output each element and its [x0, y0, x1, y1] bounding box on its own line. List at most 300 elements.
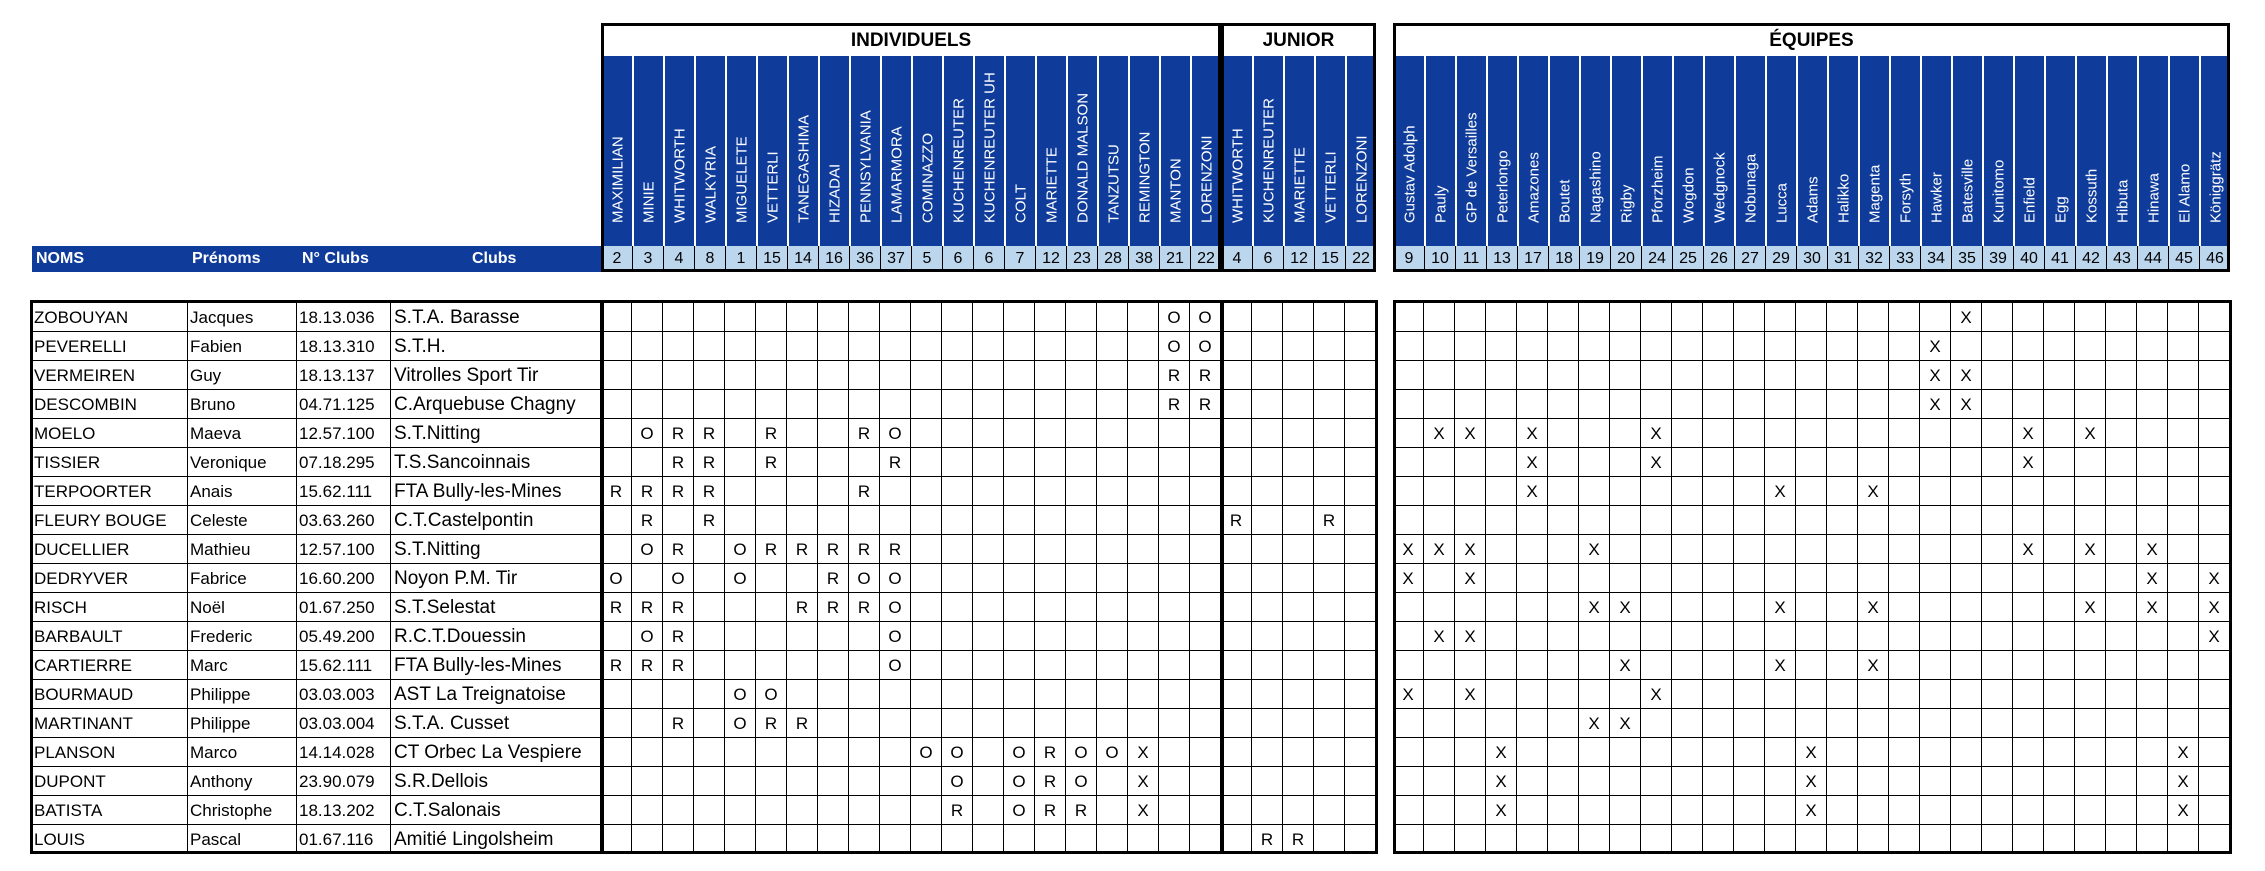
- entry-cell[interactable]: [1004, 390, 1035, 419]
- entry-cell[interactable]: [1951, 738, 1982, 767]
- entry-cell[interactable]: [756, 767, 787, 796]
- entry-cell[interactable]: O: [942, 767, 973, 796]
- entry-cell[interactable]: X: [1796, 796, 1827, 825]
- entry-cell[interactable]: [2044, 303, 2075, 332]
- entry-cell[interactable]: [1734, 303, 1765, 332]
- entry-cell[interactable]: [1486, 506, 1517, 535]
- entry-cell[interactable]: [942, 332, 973, 361]
- entry-cell[interactable]: [1827, 738, 1858, 767]
- entry-cell[interactable]: [1858, 825, 1889, 854]
- entry-cell[interactable]: [1734, 709, 1765, 738]
- entry-cell[interactable]: [880, 825, 911, 854]
- entry-cell[interactable]: [1548, 709, 1579, 738]
- entry-cell[interactable]: [2013, 796, 2044, 825]
- entry-cell[interactable]: [1765, 767, 1796, 796]
- entry-cell[interactable]: [1920, 593, 1951, 622]
- entry-cell[interactable]: [1703, 796, 1734, 825]
- entry-cell[interactable]: [1579, 825, 1610, 854]
- entry-cell[interactable]: [2075, 796, 2106, 825]
- entry-cell[interactable]: [1796, 477, 1827, 506]
- entry-cell[interactable]: [1004, 651, 1035, 680]
- entry-cell[interactable]: [911, 477, 942, 506]
- entry-cell[interactable]: [1393, 767, 1424, 796]
- entry-cell[interactable]: [1066, 506, 1097, 535]
- entry-cell[interactable]: X: [1455, 535, 1486, 564]
- entry-cell[interactable]: R: [601, 651, 632, 680]
- entry-cell[interactable]: [911, 767, 942, 796]
- entry-cell[interactable]: [1190, 535, 1221, 564]
- entry-cell[interactable]: [1982, 767, 2013, 796]
- entry-cell[interactable]: [911, 593, 942, 622]
- entry-cell[interactable]: [632, 825, 663, 854]
- entry-cell[interactable]: [1424, 593, 1455, 622]
- entry-cell[interactable]: [2199, 738, 2230, 767]
- entry-cell[interactable]: X: [1951, 390, 1982, 419]
- entry-cell[interactable]: [1345, 593, 1376, 622]
- entry-cell[interactable]: [1035, 651, 1066, 680]
- entry-cell[interactable]: [694, 622, 725, 651]
- entry-cell[interactable]: [2199, 680, 2230, 709]
- entry-cell[interactable]: [2137, 506, 2168, 535]
- entry-cell[interactable]: X: [1765, 593, 1796, 622]
- entry-cell[interactable]: [1579, 506, 1610, 535]
- entry-cell[interactable]: [1672, 506, 1703, 535]
- entry-cell[interactable]: [1283, 419, 1314, 448]
- entry-cell[interactable]: [1252, 738, 1283, 767]
- entry-cell[interactable]: O: [725, 680, 756, 709]
- entry-cell[interactable]: [1517, 767, 1548, 796]
- entry-cell[interactable]: [1455, 651, 1486, 680]
- entry-cell[interactable]: [1066, 390, 1097, 419]
- entry-cell[interactable]: [1920, 709, 1951, 738]
- entry-cell[interactable]: O: [1159, 303, 1190, 332]
- entry-cell[interactable]: [1579, 332, 1610, 361]
- entry-cell[interactable]: [1672, 709, 1703, 738]
- entry-cell[interactable]: [1610, 767, 1641, 796]
- entry-cell[interactable]: [818, 709, 849, 738]
- entry-cell[interactable]: [1672, 390, 1703, 419]
- entry-cell[interactable]: [1097, 332, 1128, 361]
- entry-cell[interactable]: [1951, 825, 1982, 854]
- entry-cell[interactable]: [601, 506, 632, 535]
- entry-cell[interactable]: [849, 796, 880, 825]
- entry-cell[interactable]: [973, 593, 1004, 622]
- entry-cell[interactable]: [1159, 622, 1190, 651]
- entry-cell[interactable]: [1345, 564, 1376, 593]
- entry-cell[interactable]: [601, 738, 632, 767]
- entry-cell[interactable]: [1889, 622, 1920, 651]
- entry-cell[interactable]: X: [1455, 622, 1486, 651]
- entry-cell[interactable]: [973, 535, 1004, 564]
- entry-cell[interactable]: [2168, 651, 2199, 680]
- entry-cell[interactable]: [756, 738, 787, 767]
- entry-cell[interactable]: [1097, 448, 1128, 477]
- entry-cell[interactable]: [2137, 738, 2168, 767]
- entry-cell[interactable]: [1641, 477, 1672, 506]
- entry-cell[interactable]: [787, 767, 818, 796]
- entry-cell[interactable]: [1283, 448, 1314, 477]
- entry-cell[interactable]: [911, 390, 942, 419]
- entry-cell[interactable]: [973, 796, 1004, 825]
- entry-cell[interactable]: R: [756, 535, 787, 564]
- entry-cell[interactable]: [1734, 622, 1765, 651]
- entry-cell[interactable]: X: [2199, 593, 2230, 622]
- entry-cell[interactable]: [1672, 767, 1703, 796]
- entry-cell[interactable]: [2013, 767, 2044, 796]
- entry-cell[interactable]: [911, 332, 942, 361]
- entry-cell[interactable]: [1889, 709, 1920, 738]
- entry-cell[interactable]: [1920, 535, 1951, 564]
- entry-cell[interactable]: [1097, 361, 1128, 390]
- entry-cell[interactable]: [1796, 361, 1827, 390]
- entry-cell[interactable]: [1128, 651, 1159, 680]
- entry-cell[interactable]: [2137, 622, 2168, 651]
- entry-cell[interactable]: [1035, 564, 1066, 593]
- entry-cell[interactable]: [1982, 448, 2013, 477]
- entry-cell[interactable]: [1190, 419, 1221, 448]
- entry-cell[interactable]: [601, 796, 632, 825]
- entry-cell[interactable]: [2044, 825, 2075, 854]
- entry-cell[interactable]: [694, 709, 725, 738]
- entry-cell[interactable]: [1221, 419, 1252, 448]
- entry-cell[interactable]: [1858, 680, 1889, 709]
- entry-cell[interactable]: [818, 622, 849, 651]
- entry-cell[interactable]: [787, 477, 818, 506]
- entry-cell[interactable]: [1951, 477, 1982, 506]
- entry-cell[interactable]: [1486, 535, 1517, 564]
- entry-cell[interactable]: [1765, 303, 1796, 332]
- entry-cell[interactable]: [1004, 477, 1035, 506]
- entry-cell[interactable]: [1703, 593, 1734, 622]
- entry-cell[interactable]: [1858, 535, 1889, 564]
- entry-cell[interactable]: [1858, 419, 1889, 448]
- entry-cell[interactable]: [1982, 303, 2013, 332]
- entry-cell[interactable]: [1393, 709, 1424, 738]
- entry-cell[interactable]: [1393, 796, 1424, 825]
- entry-cell[interactable]: [1579, 622, 1610, 651]
- entry-cell[interactable]: [1827, 419, 1858, 448]
- entry-cell[interactable]: [1765, 680, 1796, 709]
- entry-cell[interactable]: [1517, 680, 1548, 709]
- entry-cell[interactable]: [1889, 680, 1920, 709]
- entry-cell[interactable]: [2168, 390, 2199, 419]
- entry-cell[interactable]: [880, 709, 911, 738]
- entry-cell[interactable]: [756, 477, 787, 506]
- entry-cell[interactable]: [1579, 419, 1610, 448]
- entry-cell[interactable]: O: [725, 709, 756, 738]
- entry-cell[interactable]: [1889, 448, 1920, 477]
- entry-cell[interactable]: [632, 303, 663, 332]
- entry-cell[interactable]: [1283, 709, 1314, 738]
- entry-cell[interactable]: R: [632, 477, 663, 506]
- entry-cell[interactable]: [1517, 709, 1548, 738]
- entry-cell[interactable]: [973, 419, 1004, 448]
- entry-cell[interactable]: [1610, 680, 1641, 709]
- entry-cell[interactable]: X: [2075, 419, 2106, 448]
- entry-cell[interactable]: [1066, 622, 1097, 651]
- entry-cell[interactable]: [2013, 825, 2044, 854]
- entry-cell[interactable]: [1128, 448, 1159, 477]
- entry-cell[interactable]: [1252, 448, 1283, 477]
- entry-cell[interactable]: [1641, 303, 1672, 332]
- entry-cell[interactable]: [1128, 361, 1159, 390]
- entry-cell[interactable]: [2199, 767, 2230, 796]
- entry-cell[interactable]: [1035, 622, 1066, 651]
- entry-cell[interactable]: [1610, 535, 1641, 564]
- entry-cell[interactable]: [1827, 390, 1858, 419]
- entry-cell[interactable]: [1765, 448, 1796, 477]
- entry-cell[interactable]: [1345, 535, 1376, 564]
- entry-cell[interactable]: [973, 506, 1004, 535]
- entry-cell[interactable]: [1221, 390, 1252, 419]
- entry-cell[interactable]: [1641, 622, 1672, 651]
- entry-cell[interactable]: [942, 622, 973, 651]
- entry-cell[interactable]: O: [880, 593, 911, 622]
- entry-cell[interactable]: [1796, 303, 1827, 332]
- entry-cell[interactable]: [787, 680, 818, 709]
- entry-cell[interactable]: [756, 361, 787, 390]
- entry-cell[interactable]: [1221, 738, 1252, 767]
- entry-cell[interactable]: [1314, 535, 1345, 564]
- entry-cell[interactable]: [1951, 332, 1982, 361]
- entry-cell[interactable]: [1283, 680, 1314, 709]
- entry-cell[interactable]: [1858, 303, 1889, 332]
- entry-cell[interactable]: [787, 825, 818, 854]
- entry-cell[interactable]: [911, 622, 942, 651]
- entry-cell[interactable]: [1066, 361, 1097, 390]
- entry-cell[interactable]: [787, 738, 818, 767]
- entry-cell[interactable]: [1703, 303, 1734, 332]
- entry-cell[interactable]: [601, 390, 632, 419]
- entry-cell[interactable]: [1128, 564, 1159, 593]
- entry-cell[interactable]: [1159, 709, 1190, 738]
- entry-cell[interactable]: [1252, 796, 1283, 825]
- entry-cell[interactable]: R: [818, 535, 849, 564]
- entry-cell[interactable]: [849, 709, 880, 738]
- entry-cell[interactable]: [2013, 651, 2044, 680]
- entry-cell[interactable]: [1796, 506, 1827, 535]
- entry-cell[interactable]: O: [1190, 332, 1221, 361]
- entry-cell[interactable]: [1517, 303, 1548, 332]
- entry-cell[interactable]: [2168, 709, 2199, 738]
- entry-cell[interactable]: [2106, 767, 2137, 796]
- entry-cell[interactable]: [1035, 709, 1066, 738]
- entry-cell[interactable]: [1827, 622, 1858, 651]
- entry-cell[interactable]: [1672, 593, 1703, 622]
- entry-cell[interactable]: [1004, 303, 1035, 332]
- entry-cell[interactable]: O: [1066, 767, 1097, 796]
- entry-cell[interactable]: [1221, 796, 1252, 825]
- entry-cell[interactable]: [1345, 332, 1376, 361]
- entry-cell[interactable]: [787, 332, 818, 361]
- entry-cell[interactable]: [1221, 680, 1252, 709]
- entry-cell[interactable]: [973, 390, 1004, 419]
- entry-cell[interactable]: X: [1951, 361, 1982, 390]
- entry-cell[interactable]: [1097, 767, 1128, 796]
- entry-cell[interactable]: [1889, 506, 1920, 535]
- entry-cell[interactable]: [1393, 825, 1424, 854]
- entry-cell[interactable]: [942, 651, 973, 680]
- entry-cell[interactable]: [1579, 477, 1610, 506]
- entry-cell[interactable]: X: [1858, 651, 1889, 680]
- entry-cell[interactable]: R: [1221, 506, 1252, 535]
- entry-cell[interactable]: [2044, 390, 2075, 419]
- entry-cell[interactable]: [601, 709, 632, 738]
- entry-cell[interactable]: R: [663, 448, 694, 477]
- entry-cell[interactable]: [1982, 419, 2013, 448]
- entry-cell[interactable]: [1610, 796, 1641, 825]
- entry-cell[interactable]: [1827, 506, 1858, 535]
- entry-cell[interactable]: [849, 390, 880, 419]
- entry-cell[interactable]: [1517, 796, 1548, 825]
- entry-cell[interactable]: X: [1610, 651, 1641, 680]
- entry-cell[interactable]: [1734, 332, 1765, 361]
- entry-cell[interactable]: [1252, 680, 1283, 709]
- entry-cell[interactable]: [849, 303, 880, 332]
- entry-cell[interactable]: [1004, 448, 1035, 477]
- entry-cell[interactable]: [911, 825, 942, 854]
- entry-cell[interactable]: X: [2013, 448, 2044, 477]
- entry-cell[interactable]: [2075, 680, 2106, 709]
- entry-cell[interactable]: [1610, 738, 1641, 767]
- entry-cell[interactable]: [1548, 593, 1579, 622]
- entry-cell[interactable]: [2106, 738, 2137, 767]
- entry-cell[interactable]: [2044, 709, 2075, 738]
- entry-cell[interactable]: [2013, 303, 2044, 332]
- entry-cell[interactable]: [1920, 680, 1951, 709]
- entry-cell[interactable]: [2199, 825, 2230, 854]
- entry-cell[interactable]: [2044, 535, 2075, 564]
- entry-cell[interactable]: [1314, 303, 1345, 332]
- entry-cell[interactable]: [2137, 448, 2168, 477]
- entry-cell[interactable]: O: [942, 738, 973, 767]
- entry-cell[interactable]: [2044, 361, 2075, 390]
- entry-cell[interactable]: [1517, 564, 1548, 593]
- entry-cell[interactable]: [1827, 651, 1858, 680]
- entry-cell[interactable]: [1641, 593, 1672, 622]
- entry-cell[interactable]: [973, 651, 1004, 680]
- entry-cell[interactable]: [1796, 825, 1827, 854]
- entry-cell[interactable]: O: [725, 564, 756, 593]
- entry-cell[interactable]: [1190, 680, 1221, 709]
- entry-cell[interactable]: [1765, 361, 1796, 390]
- entry-cell[interactable]: [849, 680, 880, 709]
- entry-cell[interactable]: [1548, 448, 1579, 477]
- entry-cell[interactable]: [2075, 825, 2106, 854]
- entry-cell[interactable]: [2199, 419, 2230, 448]
- entry-cell[interactable]: [1641, 361, 1672, 390]
- entry-cell[interactable]: [849, 332, 880, 361]
- entry-cell[interactable]: [1517, 738, 1548, 767]
- entry-cell[interactable]: R: [663, 622, 694, 651]
- entry-cell[interactable]: [1796, 332, 1827, 361]
- entry-cell[interactable]: [632, 680, 663, 709]
- entry-cell[interactable]: X: [1858, 593, 1889, 622]
- entry-cell[interactable]: [1221, 767, 1252, 796]
- entry-cell[interactable]: [1097, 419, 1128, 448]
- entry-cell[interactable]: [1672, 680, 1703, 709]
- entry-cell[interactable]: [1579, 564, 1610, 593]
- entry-cell[interactable]: [1314, 767, 1345, 796]
- entry-cell[interactable]: [1486, 361, 1517, 390]
- entry-cell[interactable]: [973, 767, 1004, 796]
- entry-cell[interactable]: [1283, 593, 1314, 622]
- entry-cell[interactable]: R: [1159, 390, 1190, 419]
- entry-cell[interactable]: [787, 564, 818, 593]
- entry-cell[interactable]: [1314, 419, 1345, 448]
- entry-cell[interactable]: [1734, 593, 1765, 622]
- entry-cell[interactable]: R: [849, 477, 880, 506]
- entry-cell[interactable]: [1455, 796, 1486, 825]
- entry-cell[interactable]: [2075, 303, 2106, 332]
- entry-cell[interactable]: [911, 506, 942, 535]
- entry-cell[interactable]: [2168, 506, 2199, 535]
- entry-cell[interactable]: [2137, 680, 2168, 709]
- entry-cell[interactable]: [2199, 332, 2230, 361]
- entry-cell[interactable]: [1672, 332, 1703, 361]
- entry-cell[interactable]: [1610, 825, 1641, 854]
- entry-cell[interactable]: [1610, 622, 1641, 651]
- entry-cell[interactable]: [1097, 680, 1128, 709]
- entry-cell[interactable]: X: [2168, 767, 2199, 796]
- entry-cell[interactable]: [1889, 361, 1920, 390]
- entry-cell[interactable]: X: [1393, 564, 1424, 593]
- entry-cell[interactable]: [1252, 767, 1283, 796]
- entry-cell[interactable]: [1393, 622, 1424, 651]
- entry-cell[interactable]: [2044, 506, 2075, 535]
- entry-cell[interactable]: [1393, 593, 1424, 622]
- entry-cell[interactable]: [1221, 535, 1252, 564]
- entry-cell[interactable]: [1004, 593, 1035, 622]
- entry-cell[interactable]: [1982, 709, 2013, 738]
- entry-cell[interactable]: [1128, 825, 1159, 854]
- entry-cell[interactable]: [787, 448, 818, 477]
- entry-cell[interactable]: O: [1097, 738, 1128, 767]
- entry-cell[interactable]: X: [1610, 709, 1641, 738]
- entry-cell[interactable]: [1982, 390, 2013, 419]
- entry-cell[interactable]: [1066, 593, 1097, 622]
- entry-cell[interactable]: [1579, 680, 1610, 709]
- entry-cell[interactable]: [1548, 332, 1579, 361]
- entry-cell[interactable]: X: [2013, 419, 2044, 448]
- entry-cell[interactable]: [1345, 738, 1376, 767]
- entry-cell[interactable]: [632, 361, 663, 390]
- entry-cell[interactable]: [725, 332, 756, 361]
- entry-cell[interactable]: [1734, 767, 1765, 796]
- entry-cell[interactable]: [694, 303, 725, 332]
- entry-cell[interactable]: [1858, 361, 1889, 390]
- entry-cell[interactable]: [1827, 535, 1858, 564]
- entry-cell[interactable]: [1128, 622, 1159, 651]
- entry-cell[interactable]: [1097, 477, 1128, 506]
- entry-cell[interactable]: [1424, 361, 1455, 390]
- entry-cell[interactable]: R: [663, 651, 694, 680]
- entry-cell[interactable]: [663, 680, 694, 709]
- entry-cell[interactable]: [2199, 303, 2230, 332]
- entry-cell[interactable]: [2075, 477, 2106, 506]
- entry-cell[interactable]: [601, 361, 632, 390]
- entry-cell[interactable]: [1982, 651, 2013, 680]
- entry-cell[interactable]: [1035, 419, 1066, 448]
- entry-cell[interactable]: X: [2199, 564, 2230, 593]
- entry-cell[interactable]: X: [1486, 767, 1517, 796]
- entry-cell[interactable]: [2013, 477, 2044, 506]
- entry-cell[interactable]: [1221, 303, 1252, 332]
- entry-cell[interactable]: [1345, 767, 1376, 796]
- entry-cell[interactable]: [880, 796, 911, 825]
- entry-cell[interactable]: [1393, 390, 1424, 419]
- entry-cell[interactable]: [1221, 564, 1252, 593]
